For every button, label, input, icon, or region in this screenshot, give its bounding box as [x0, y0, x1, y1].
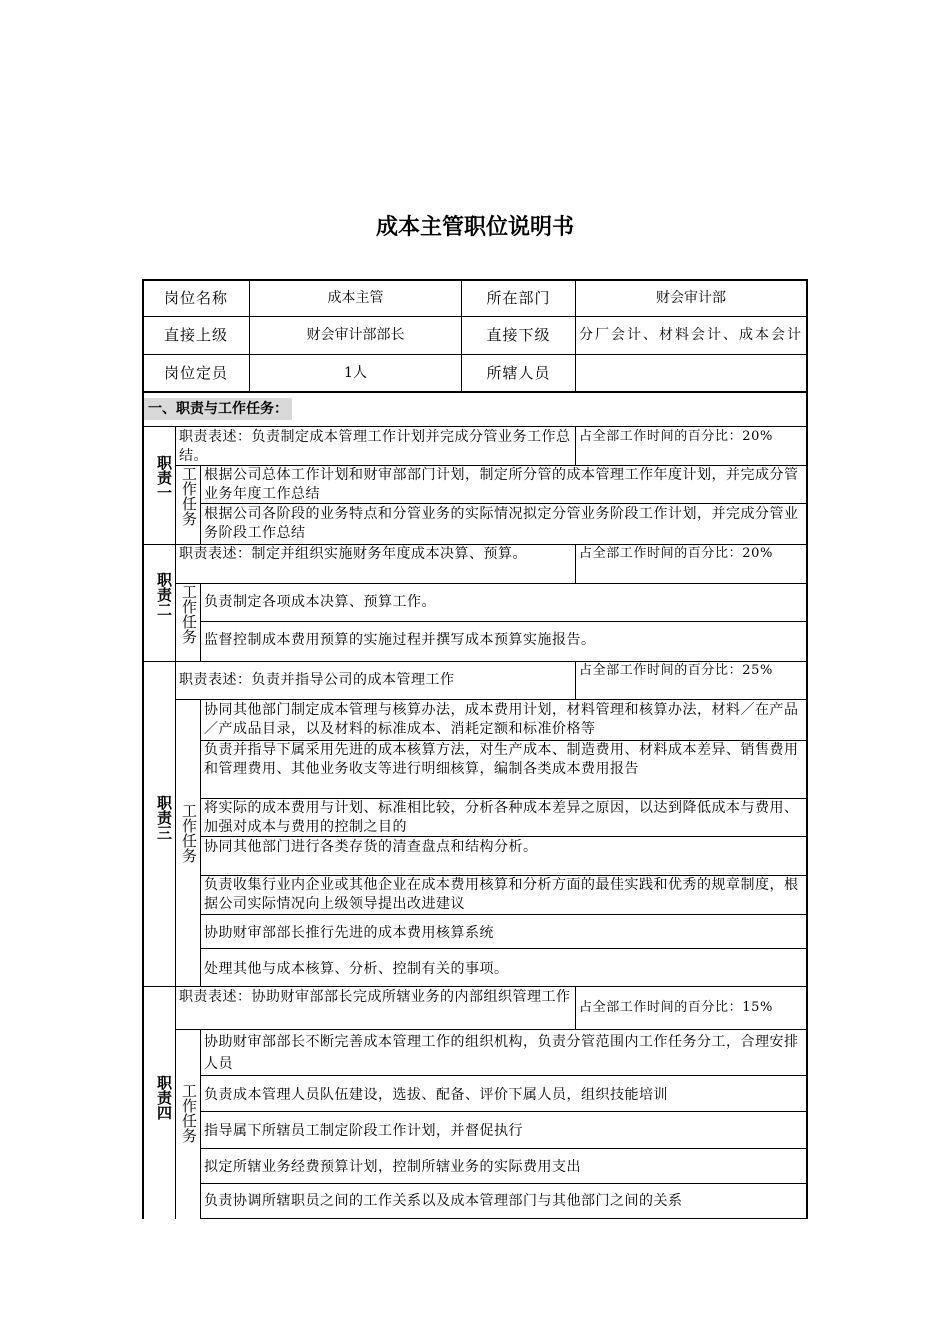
duty-3-statement: 职责表述：负责并指导公司的成本管理工作 [179, 672, 455, 688]
duty-2-percent: 占全部工作时间的百分比：20% [579, 546, 773, 561]
value-managed-staff [576, 355, 806, 391]
duty-2-task-2: 监督控制成本费用预算的实施过程并撰写成本预算实施报告。 [204, 632, 596, 648]
duty-4-label: 职责四 [155, 1075, 173, 1120]
section-title-duties: 一、职责与工作任务： [144, 398, 292, 420]
duty-3-percent: 占全部工作时间的百分比：25% [579, 663, 773, 678]
duty-3-label: 职责三 [155, 795, 173, 840]
duty-4-task-1: 协助财审部部长不断完善成本管理工作的组织机构，负责分管范围内工作任务分工，合理安排人员 [204, 1034, 799, 1072]
duty-3-task-7: 处理其他与成本核算、分析、控制有关的事项。 [204, 961, 509, 977]
duty-1-task-label: 工作任务 [180, 466, 198, 526]
value-headcount: 1人 [344, 364, 367, 381]
duty-3-task-4: 协同其他部门进行各类存货的清查盘点和结构分析。 [204, 839, 538, 855]
duty-3-task-3: 将实际的成本费用与计划、标准相比较，分析各种成本差异之原因，以达到降低成本与费用、加强对成本与费用的控制之目的 [204, 800, 799, 835]
duty-4-task-2: 负责成本管理人员队伍建设，选拔、配备、评价下属人员，组织技能培训 [204, 1087, 668, 1103]
page-title: 成本主管职位说明书 [375, 215, 574, 240]
duty-4-percent: 占全部工作时间的百分比：15% [579, 1000, 773, 1015]
duty-4-task-label: 工作任务 [180, 1083, 198, 1143]
value-department: 财会审计部 [656, 289, 726, 306]
duty-2-task-label: 工作任务 [180, 584, 198, 644]
value-direct-subordinate: 分厂会计、材料会计、成本会计 [579, 327, 803, 343]
duty-2-statement: 职责表述：制定并组织实施财务年度成本决算、预算。 [179, 546, 527, 562]
label-headcount: 岗位定员 [163, 363, 228, 382]
value-position-name: 成本主管 [327, 289, 384, 306]
duty-1-task-2: 根据公司各阶段的业务特点和分管业务的实际情况拟定分管业务阶段工作计划，并完成分管业务阶段工作总结 [204, 506, 799, 541]
value-direct-superior: 财会审计部部长 [306, 327, 405, 343]
label-direct-subordinate: 直接下级 [486, 326, 551, 344]
duty-4-task-5: 负责协调所辖职员之间的工作关系以及成本管理部门与其他部门之间的关系 [204, 1193, 683, 1209]
label-position-name: 岗位名称 [163, 288, 228, 307]
duty-3-task-6: 协助财审部部长推行先进的成本费用核算系统 [204, 925, 494, 941]
duty-3-task-2: 负责并指导下属采用先进的成本核算方法，对生产成本、制造费用、材料成本差异、销售费用和管理费用、其他业务收支等进行明细核算，编制各类成本费用报告 [204, 742, 799, 777]
duty-1-label: 职责一 [155, 455, 173, 500]
duty-4-statement: 职责表述：协助财审部部长完成所辖业务的内部组织管理工作 [179, 989, 571, 1005]
duty-2-label: 职责二 [155, 572, 173, 617]
label-direct-superior: 直接上级 [163, 326, 228, 344]
label-managed-staff: 所辖人员 [486, 363, 551, 382]
duty-3-task-1: 协同其他部门制定成本管理与核算办法，成本费用计划，材料管理和核算办法，材料／在产品／产成品目录，以及材料的标准成本、消耗定额和标准价格等 [204, 702, 799, 737]
duty-3-task-label: 工作任务 [180, 803, 198, 863]
duty-4-task-3: 指导属下所辖员工制定阶段工作计划，并督促执行 [204, 1123, 523, 1139]
duty-4-task-4: 拟定所辖业务经费预算计划，控制所辖业务的实际费用支出 [204, 1159, 581, 1175]
duty-1-percent: 占全部工作时间的百分比：20% [579, 429, 773, 444]
duty-2-task-1: 负责制定各项成本决算、预算工作。 [204, 594, 436, 610]
duty-1-statement: 职责表述：负责制定成本管理工作计划并完成分管业务工作总结。 [179, 429, 571, 464]
label-department: 所在部门 [486, 288, 551, 307]
duty-1-task-1: 根据公司总体工作计划和财审部部门计划，制定所分管的成本管理工作年度计划，并完成分管业务年度工作总结 [204, 467, 799, 502]
duty-3-task-5: 负责收集行业内企业或其他企业在成本费用核算和分析方面的最佳实践和优秀的规章制度，根据公司实际情况向上级领导提出改进建议 [204, 877, 799, 912]
